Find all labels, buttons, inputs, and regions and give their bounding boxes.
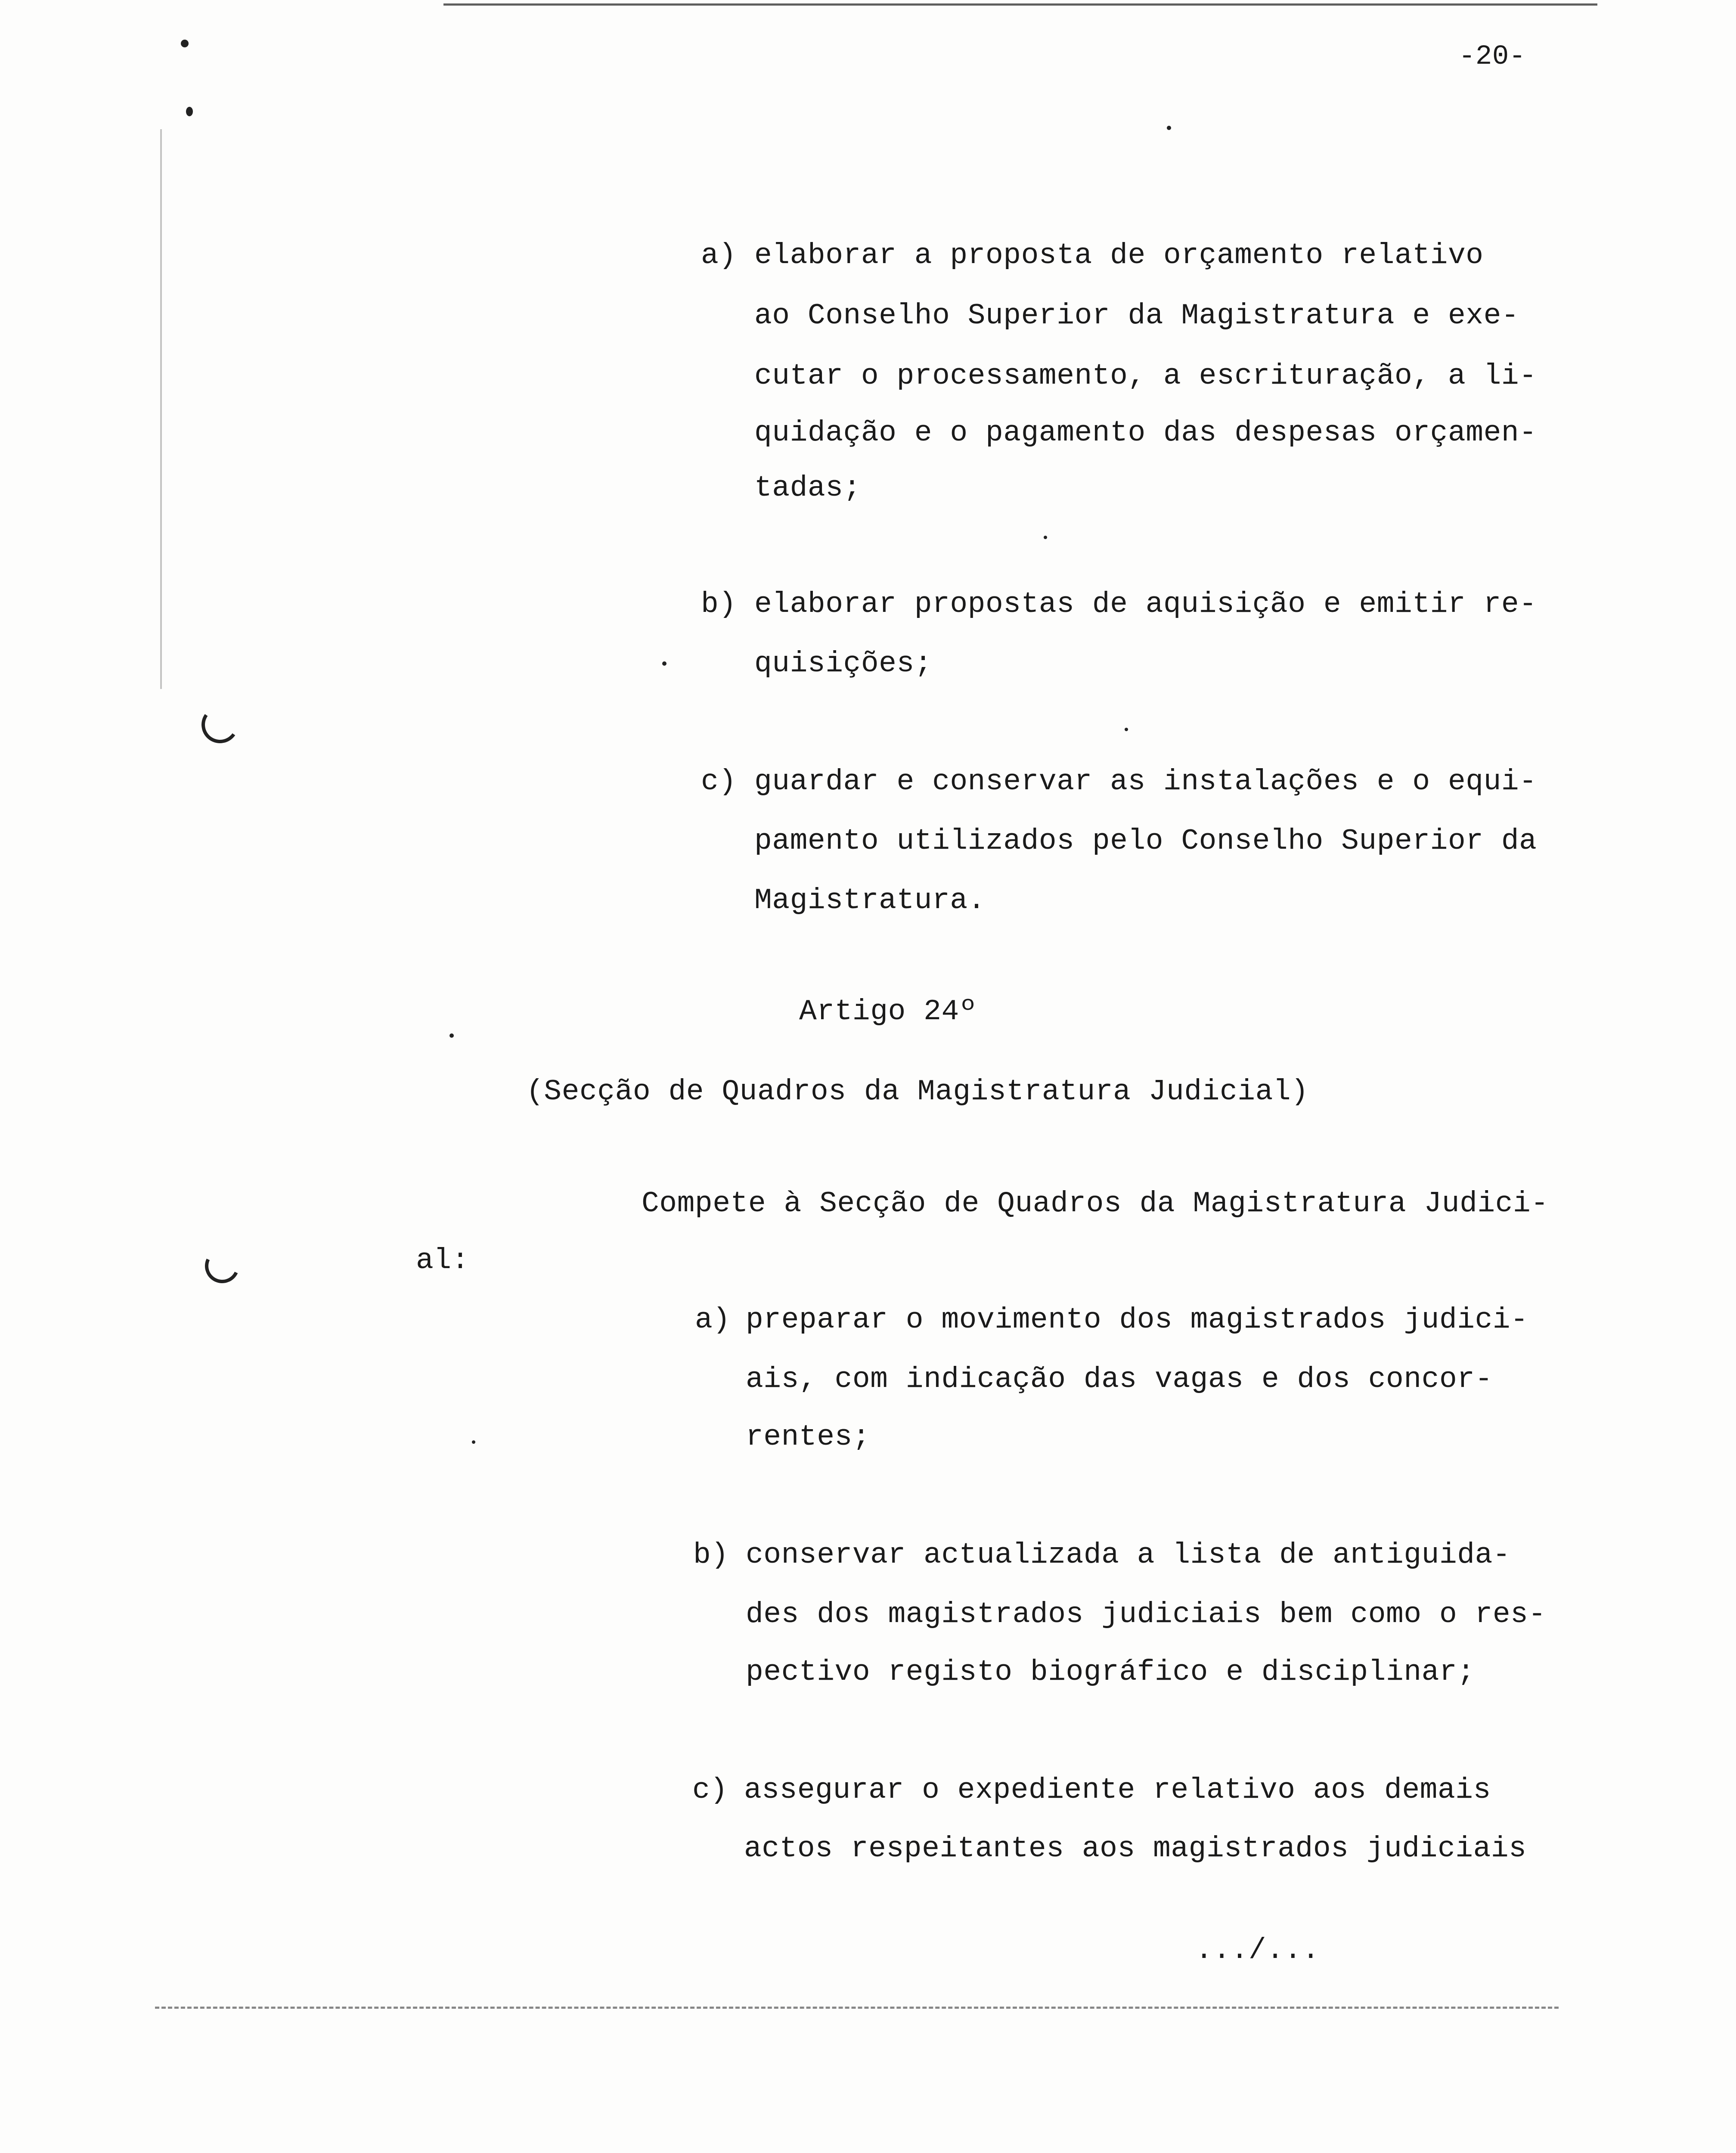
list1-item-a-line4: quidação e o pagamento das despesas orçamen- [754, 416, 1537, 450]
list1-item-a-marker: a) [701, 239, 737, 272]
list1-item-a-line2: ao Conselho Superior da Magistratura e exe- [754, 299, 1519, 332]
speck [450, 1033, 454, 1038]
speck [472, 1440, 475, 1444]
speck [1167, 126, 1171, 130]
list1-item-c-line3: Magistratura. [754, 884, 986, 917]
speck [662, 661, 666, 666]
article-title: Artigo 24º [799, 995, 977, 1028]
list2-item-a-marker: a) [695, 1303, 731, 1337]
page-number: -20- [1459, 41, 1526, 72]
list2-item-b-line1: conservar actualizada a lista de antiguida- [746, 1539, 1511, 1572]
margin-speck [186, 107, 193, 116]
list1-item-a-line3: cutar o processamento, a escrituração, a li- [754, 360, 1537, 393]
list1-item-b-line2: quisições; [754, 647, 933, 680]
article-intro-line1: Compete à Secção de Quadros da Magistratura Judici- [642, 1187, 1549, 1220]
list1-item-a-line1: elaborar a proposta de orçamento relativo [754, 239, 1484, 272]
list2-item-a-line3: rentes; [746, 1421, 871, 1454]
list1-item-b-line1: elaborar propostas de aquisição e emitir re- [754, 588, 1537, 621]
list1-item-c-line2: pamento utilizados pelo Conselho Superior da [754, 825, 1537, 858]
continuation-mark: .../... [1195, 1934, 1320, 1967]
list2-item-a-line1: preparar o movimento dos magistrados judici- [746, 1303, 1528, 1337]
list2-item-b-marker: b) [693, 1539, 729, 1572]
list2-item-c-line1: assegurar o expediente relativo aos demais [744, 1774, 1491, 1807]
article-subtitle: (Secção de Quadros da Magistratura Judicial) [526, 1075, 1309, 1108]
list1-item-a-line5: tadas; [754, 472, 861, 505]
speck [1125, 728, 1128, 731]
list2-item-c-marker: c) [692, 1774, 728, 1807]
binder-hole-mark [200, 1244, 245, 1288]
binder-hole-mark [198, 703, 242, 746]
bottom-rule [155, 2007, 1559, 2009]
list1-item-c-line1: guardar e conservar as instalações e o equi- [754, 765, 1537, 798]
list1-item-b-marker: b) [701, 588, 737, 621]
list2-item-b-line2: des dos magistrados judiciais bem como o res- [746, 1598, 1546, 1631]
article-intro-line2: al: [416, 1244, 469, 1277]
list2-item-c-line2: actos respeitantes aos magistrados judiciais [744, 1832, 1527, 1865]
speck [1044, 536, 1047, 539]
list1-item-c-marker: c) [701, 765, 737, 798]
margin-speck [181, 40, 189, 47]
list2-item-a-line2: ais, com indicação das vagas e dos concor- [746, 1363, 1493, 1396]
left-margin-line [160, 129, 162, 689]
top-edge-line [443, 3, 1597, 6]
list2-item-b-line3: pectivo registo biográfico e disciplinar; [746, 1656, 1475, 1689]
